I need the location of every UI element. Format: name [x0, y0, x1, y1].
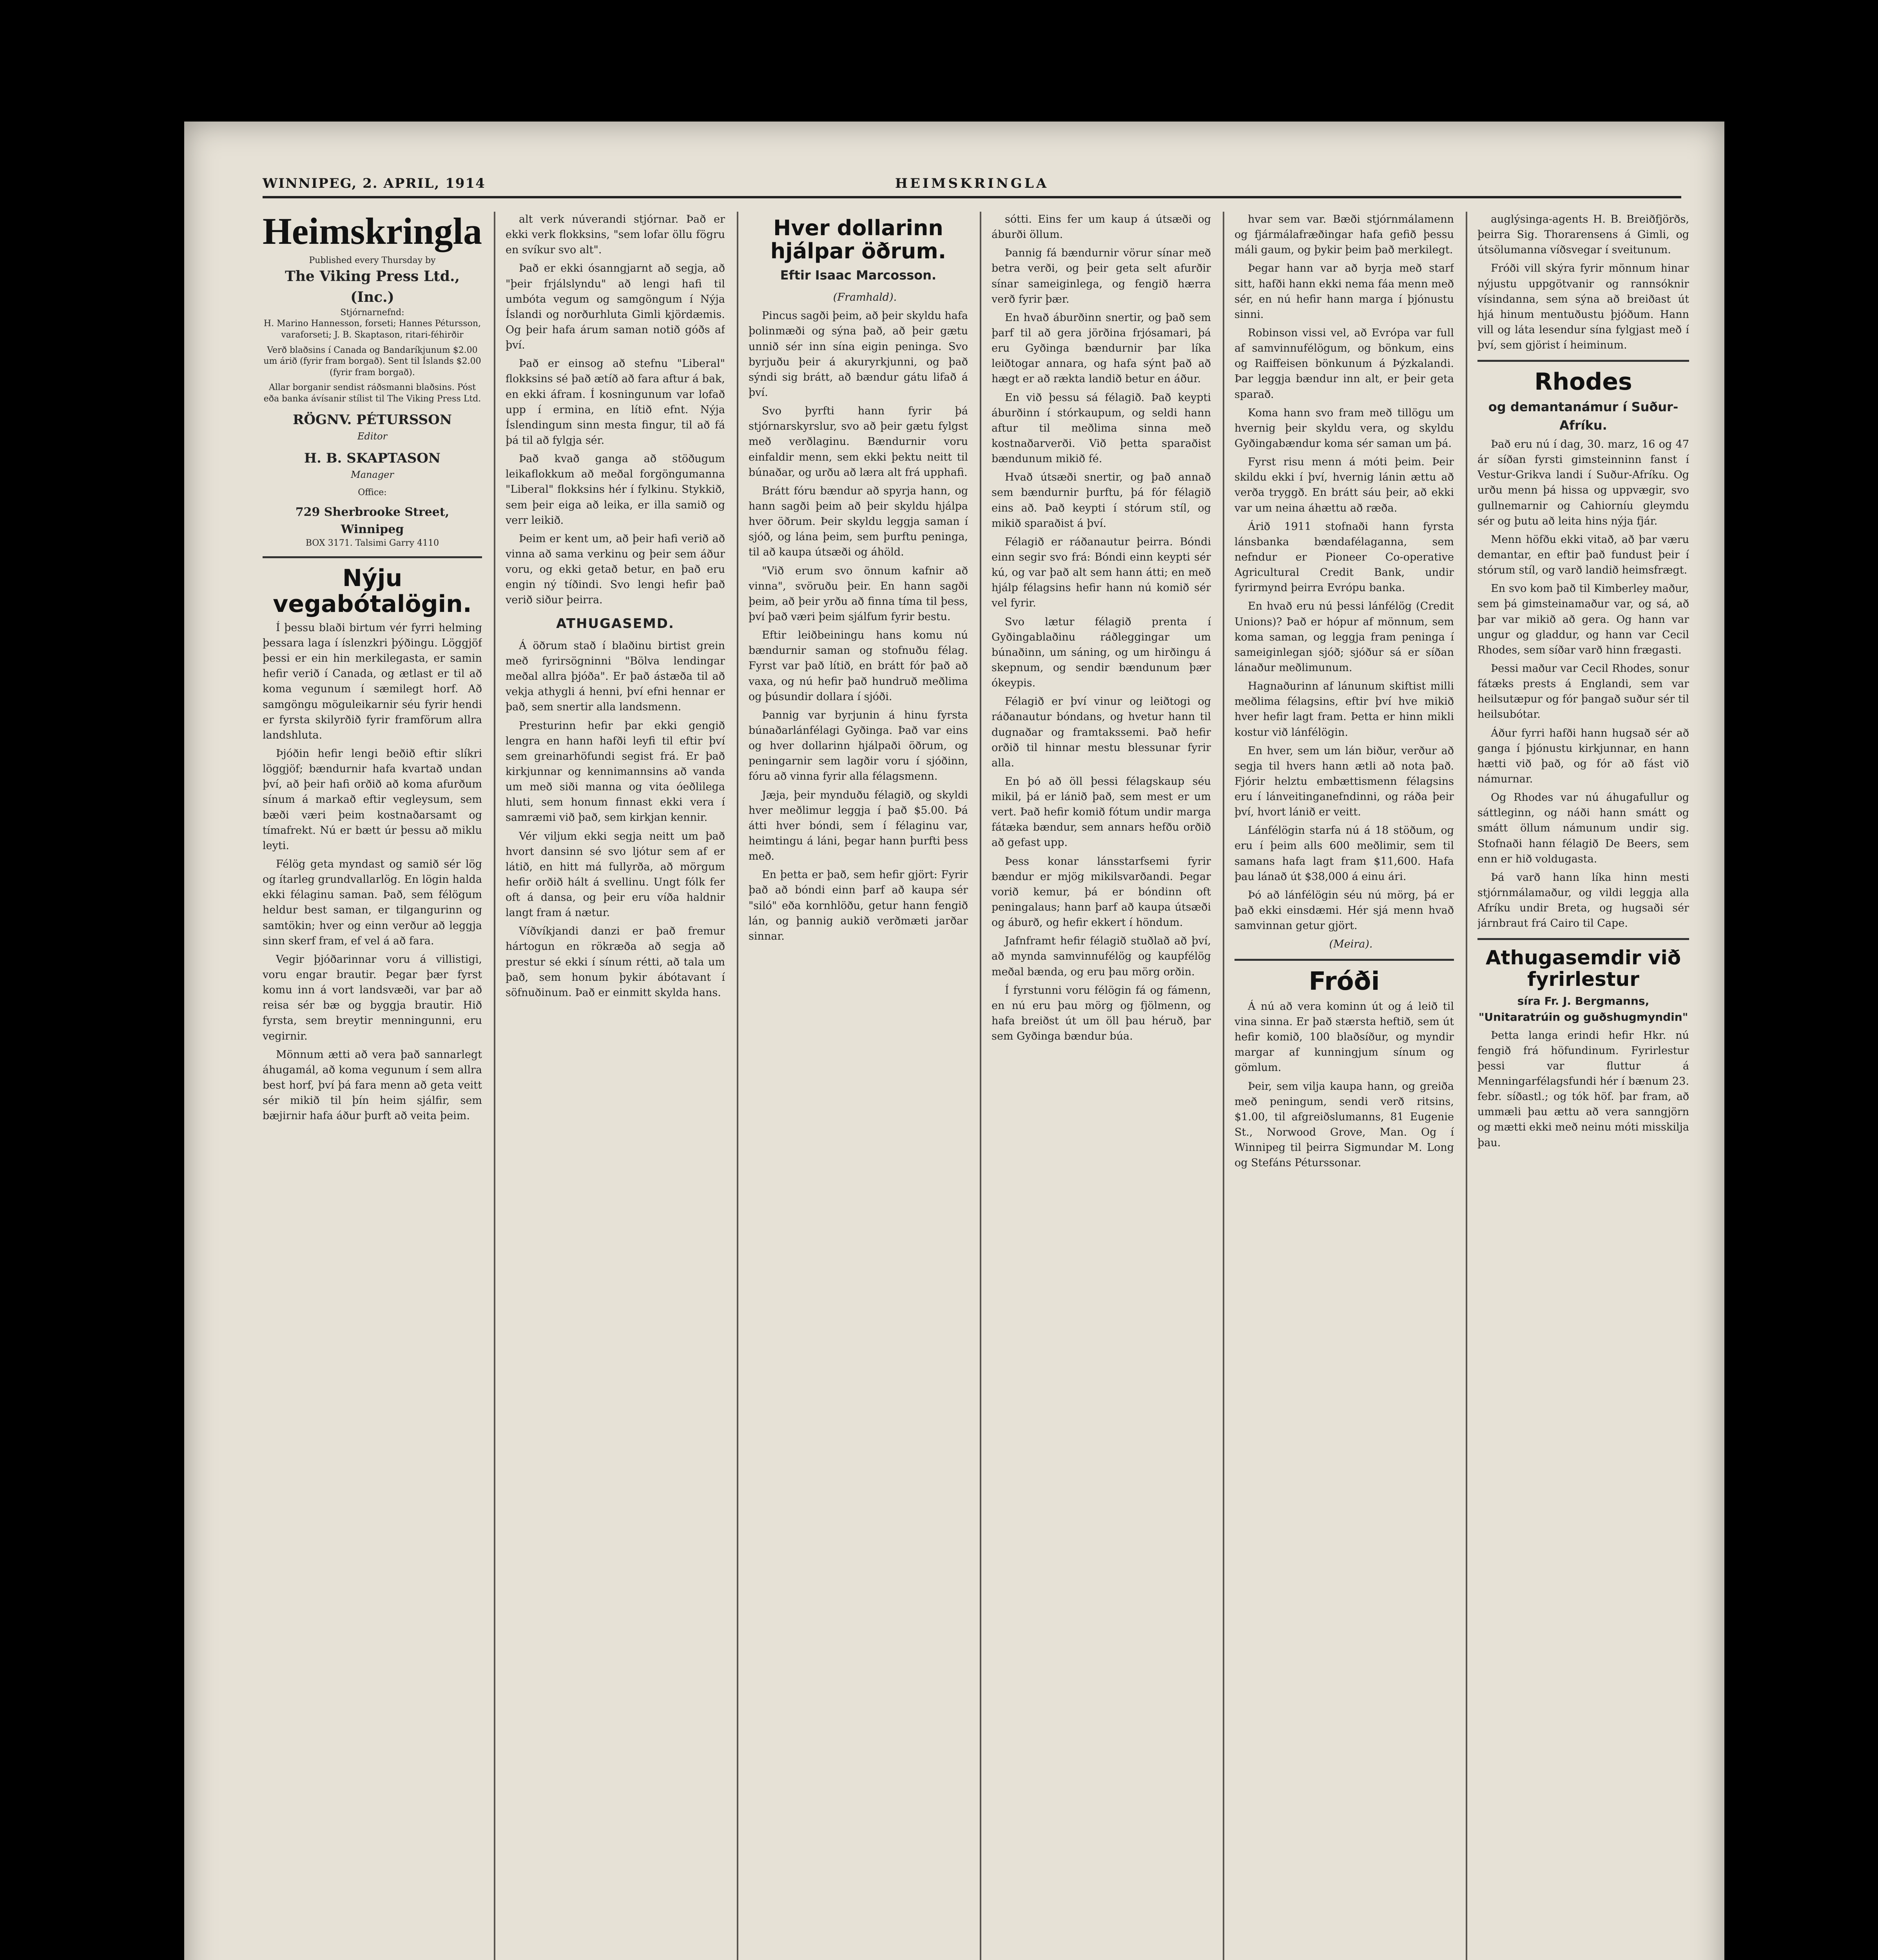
paragraph: Þessi maður var Cecil Rhodes, sonur fátæks prests á Englandi, sem var heilsutæpur og fór þangað suður sér til heilsubótar. [1477, 662, 1689, 721]
paragraph: Lánfélögin starfa nú á 18 stöðum, og eru í þeim alls 600 meðlimir, sem til samans hafa lagt fram $11,600. Hafa þau lánað út $38,000 á einu ári. [1234, 824, 1454, 883]
paragraph: Þeim er kent um, að þeir hafi verið að vinna að sama verkinu og þeir sem áður voru, og ekki getað betur, en það eru engin ný tíðindi. Svo lengi hefir það verið siður þeirra. [506, 532, 725, 606]
paragraph: Á nú að vera kominn út og á leið til vina sinna. Er það stærsta heftið, sem út hefir komið, 100 blaðsíður, og myndir margar af kunningjum sínum og gömlum. [1234, 1000, 1454, 1074]
office-address: 729 Sherbrooke Street, Winnipeg [295, 505, 450, 536]
masthead-notice: Allar borganir sendist ráðsmanni blaðsins. Póst eða banka ávísanir stílist til The Viking Press Ltd. [263, 383, 481, 404]
manager-name: H. B. SKAPTASON [304, 450, 440, 466]
paragraph: Og Rhodes var nú áhugafullur og sáttleginn, og náði hann smátt og smátt öllum námunum undir sig. Stofnaði hann félagið De Beers, sem enn er hið voldugasta. [1477, 791, 1689, 865]
paragraph: Þannig fá bændurnir vörur sínar með betra verði, og þeir geta selt afurðir sínar sameiginlega, og fengið hærra verð fyrir þær. [992, 247, 1211, 305]
paragraph: Þetta langa erindi hefir Hkr. nú fengið frá höfundinum. Fyrirlestur þessi var fluttur á Menningarfélagsfundi hér í bænum 23. febr. síðastl.; og tók höf. þar fram, að ummæli þau ættu að vera sanngjörn og mætti ekki með neinu móti misskilja þau. [1477, 1029, 1689, 1149]
paragraph: Þó að lánfélögin séu nú mörg, þá er það ekki einsdæmi. Hér sjá menn hvað samvinnan getur gjört. [1234, 889, 1454, 932]
paragraph: Svo þyrfti hann fyrir þá stjórnarskyrslur, svo að þeir gætu fylgst með verðlaginu. Bændurnir voru einfaldir menn, sem ekki þektu neitt til búnaðar, og urðu að læra alt frá upphafi. [749, 405, 968, 479]
paragraph: En hver, sem um lán biður, verður að segja til hvers hann ætli að nota það. Fjórir helztu embættismenn félagsins eru í lánveitinganefndinni, og ráða þeir því, hvort lánið er veitt. [1234, 744, 1454, 818]
manager-role: Manager [351, 469, 394, 480]
paragraph: Þjóðin hefir lengi beðið eftir slíkri löggjöf; bændurnir hafa kvartað undan því, að þeir hafi orðið að koma afurðum sínum á markað eftir vegleysum, sem bæði væri þeim kostnaðarsamt og tímafrekt. Nú er bætt úr þessu að miklu leyti. [263, 748, 482, 852]
paragraph: Þeir, sem vilja kaupa hann, og greiða með peningum, sendi verð ritsins, $1.00, til afgreiðslumanns, 81 Eugenie St., Norwood Grove, Man. Og í Winnipeg til þeirra Sigmundar M. Long og Stefáns Péturssonar. [1234, 1080, 1454, 1169]
paragraph: En við þessu sá félagið. Það keypti áburðinn í stórkaupum, og seldi hann aftur til meðlima sinna með kostnaðarverði. Við þetta sparaðist bændunum mikið fé. [992, 391, 1211, 465]
paragraph: Eftir leiðbeiningu hans komu nú bændurnir saman og stofnuðu félag. Fyrst var það lítið, en brátt fór það að vaxa, og nú hefir það hundruð meðlima og þúsundir dollara í sjóði. [749, 629, 968, 703]
article-headline-frodi: Fróði [1309, 967, 1380, 996]
masthead-staff: H. Marino Hannesson, forseti; Hannes Pétursson, varaforseti; J. B. Skaptason, ritari-féhirðir [263, 319, 481, 340]
paragraph: Pincus sagði þeim, að þeir skyldu hafa þolinmæði og sýna það, að þeir gætu unnið sér inn sína eigin peninga. Svo byrjuðu þeir á akuryrkjunni, og það sýndi sig brátt, að bændur gátu lifað á því. [749, 310, 968, 399]
office-label: Office: [358, 487, 387, 497]
paragraph: Þegar hann var að byrja með starf sitt, hafði hann ekki nema fáa menn með sér, en nú hefir hann marga í þjónustu sinni. [1234, 262, 1454, 321]
article-headline-rhodes: Rhodes [1534, 368, 1632, 396]
paragraph: Félög geta myndast og samið sér lög og ítarleg grundvallarlög. En lögin halda ekki félaginu saman. Það, sem félögum heldur best saman, er tilgangurinn og samtökin; hver og einn verður að leggja sinn skerf fram, ef vel á að fara. [263, 858, 482, 947]
paragraph: Fyrst risu menn á móti þeim. Þeir skildu ekki í því, hvernig lánin ættu að verða tryggð. En brátt sáu þeir, að ekki var um neina áhættu að ræða. [1234, 456, 1454, 514]
paragraph: Árið 1911 stofnaði hann fyrsta lánsbanka bændafélaganna, sem nefndur er Pioneer Co-operative Agricultural Credit Bank, undir fyrirmynd þeirra Evrópu banka. [1234, 520, 1454, 594]
column-5 [1234, 212, 1454, 1960]
paragraph: Það kvað ganga að stöðugum leikaflokkum að meðal forgöngumanna "Liberal" flokksins hér í fylkinu. Stykkið, sem þeir eiga að leika, er illa samið og verr leikið. [506, 453, 725, 526]
paragraph: Þannig var byrjunin á hinu fyrsta búnaðarlánfélagi Gyðinga. Það var eins og hver dollarinn hjálpaði öðrum, og peningarnir sem lagðir voru í sjóðinn, fóru að vinna fyrir alla félagsmenn. [749, 709, 968, 783]
paragraph: Koma hann svo fram með tillögu um hvernig þeir skyldu vera, og skyldu Gyðingabændur koma sér saman um þá. [1234, 407, 1454, 450]
column-1 [263, 212, 482, 1960]
paragraph: Það er einsog að stefnu "Liberal" flokksins sé það ætíð að fara aftur á bak, en ekki áfram. Í kosningunum var lofað upp í ermina, en lítið efnt. Nýja Íslendingum sinn mesta fingur, til að fá þá til að fylgja sér. [506, 358, 725, 446]
paper-running-title: HEIMSKRINGLA [895, 176, 1049, 191]
paragraph: sótti. Eins fer um kaup á útsæði og áburði öllum. [992, 213, 1211, 241]
paragraph: auglýsinga-agents H. B. Breiðfjörðs, þeirra Sig. Thorarensens á Gimli, og útsölumanna víðsvegar í sveitunum. [1477, 213, 1689, 256]
to-be-continued: (Meira). [1329, 938, 1373, 951]
paragraph: Hvað útsæði snertir, og það annað sem bændurnir þurftu, þá fór félagið eins að. Það keypti í stórum stíl, og mikið sparaðist á því. [992, 471, 1211, 530]
article-headline: Hver dollarinn hjálpar öðrum. [770, 216, 946, 264]
paragraph: Presturinn hefir þar ekki gengið lengra en hann hafði leyfi til eftir því sem greinarhöfundi segist frá. Er það kirkjunnar og kennimannsins að vanda um með siði manna og vita óeðlilega hluti, sem honum finnast ekki vera í samræmi við það, sem kirkjan kennir. [506, 719, 725, 824]
editor-role: Editor [357, 430, 388, 442]
paragraph: Mönnum ætti að vera það sannarlegt áhugamál, að koma vegunum í sem allra best horf, því þá fara menn að geta veitt sér mikið til þín heim sjálfir, sem bæjirnir hafa áður þurft að veita þeim. [263, 1048, 482, 1122]
column-2 [506, 212, 725, 1960]
paragraph: Vér viljum ekki segja neitt um það hvort dansinn sé svo ljótur sem af er látið, en hitt má fullyrða, að mörgum hefir orðið hált á svellinu. Ungt fólk fer oft á dansa, og þeir eru víða haldnir langt fram á nætur. [506, 830, 725, 919]
masthead-title: Heimskringla [263, 212, 482, 252]
paragraph: En svo kom það til Kimberley maður, sem þá gimsteinamaður var, og sá, að þar var mikið að gera. Og hann var ungur og gladdur, og hann var Cecil Rhodes, sem síðar varð hinn frægasti. [1477, 583, 1689, 656]
paragraph: En hvað áburðinn snertir, og það sem þarf til að gera jörðina frjósamari, þá eru Gyðinga bændurnir þar líka leiðtogar annara, og hafa sýnt það að hægt er að rækta landið betur en áður. [992, 311, 1211, 385]
paragraph: Jafnframt hefir félagið stuðlað að því, að mynda samvinnufélög og kaupfélög meðal bænda, og eru þau mörg orðin. [992, 935, 1211, 978]
office-phone: BOX 3171. Talsimi Garry 4110 [305, 538, 439, 548]
date-line: WINNIPEG, 2. APRIL, 1914 [263, 176, 486, 191]
editor-name: RÖGNV. PÉTURSSON [293, 412, 452, 428]
newspaper-page [184, 122, 1724, 1960]
paragraph: Brátt fóru bændur að spyrja hann, og hann sagði þeim að þeir skyldu hjálpa hver öðrum. Þeir skyldu leggja saman í sjóð, og lána þeim, sem þurftu peninga, til að kaupa útsæði og áhöld. [749, 485, 968, 559]
column-rule [1223, 212, 1224, 1960]
paragraph: Félagið er ráðanautur þeirra. Bóndi einn segir svo frá: Bóndi einn keypti sér kú, og var það alt sem hann átti; en með hjálp félagsins hefir hann nú komið sér vel fyrir. [992, 535, 1211, 610]
paragraph: Jæja, þeir mynduðu félagið, og skyldi hver meðlimur leggja í það $5.00. Þá átti hver bóndi, sem í félaginu var, heimtingu á láni, þegar hann þurfti þess með. [749, 789, 968, 863]
paragraph: Í þessu blaði birtum vér fyrri helming þessara laga í íslenzkri þýðingu. Löggjöf þessi er ein hin merkilegasta, er samin hefir verið í Canada, og ætlast er til að koma vegunum í sæmilegt horf. Að samgöngu möguleikarnir séu fyrir hendi er fyrsta skilyrðið fyrir framförum allra landshluta. [263, 621, 482, 741]
byline: Eftir Isaac Marcosson. [780, 267, 937, 283]
paragraph: Í fyrstunni voru félögin fá og fámenn, en nú eru þau mörg og fjölmenn, og hafa breiðst út um öll þau héruð, þar sem Gyðinga bændur búa. [992, 984, 1211, 1043]
paragraph: En þetta er það, sem hefir gjört: Fyrir það að bóndi einn þarf að kaupa sér "siló" eða kornhlöðu, getur hann fengið lán, og þannig aukið verðmæti jarðar sinnar. [749, 869, 968, 942]
continued-note: (Framhald). [833, 291, 897, 304]
paragraph: Vegir þjóðarinnar voru á villistigi, voru engar brautir. Þegar þær fyrst komu inn á vort landsvæði, var þar að reisa sér bæ og byggja brautir. Hið fyrsta, sem breytir menningunni, eru vegirnir. [263, 953, 482, 1042]
paragraph: Fróði vill skýra fyrir mönnum hinar nýjustu uppgötvanir og rannsóknir vísindanna, sem sýna að breiðast út hjá hinum mentuðustu þjóðum. Hann vill og láta lesendur sína fylgjast með í því, sem gjörist í heiminum. [1477, 262, 1689, 352]
column-rule [1466, 212, 1467, 1960]
paragraph: En hvað eru nú þessi lánfélög (Credit Unions)? Það er hópur af mönnum, sem koma saman, og leggja fram peninga í sameiginlegan sjóð; sjóður sá er síðan lánaður meðlimunum. [1234, 600, 1454, 674]
paragraph: Það er ekki ósanngjarnt að segja, að "þeir frjálslyndu" að lengi hafi til umbóta vegum og samgöngum í Nýja Íslandi og norðurhluta Gimli kjördæmis. Og þeir hafa árum saman notið góðs af því. [506, 262, 725, 352]
paragraph: Það eru nú í dag, 30. marz, 16 og 47 ár síðan fyrsti gimsteinninn fanst í Vestur-Grikva landi í Suður-Afríku. Og urðu menn þá hissa og uppvægir, svo gullnemarnir og Cahiorníu gleymdu sér og þutu að leita hins nýja fjár. [1477, 438, 1689, 527]
paragraph: "Við erum svo önnum kafnir að vinna", svöruðu þeir. En hann sagði þeim, að þeir yrðu að finna tíma til þess, því það væri þeim sjálfum fyrir bestu. [749, 564, 968, 623]
divider [1234, 959, 1454, 961]
paragraph: Svo lætur félagið prenta í Gyðingablaðinu ráðleggingar um búnaðinn, um sáning, og um hirðingu á skepnum, og sendir bændunum þær ókeypis. [992, 615, 1211, 690]
paragraph: Víðvíkjandi danzi er það fremur hártogun en rökræða að segja að prestur sé ekki í sínum rétti, að tala um það, sem honum þykir ábótavant í söfnuðinum. Það er einmitt skylda hans. [506, 925, 725, 999]
masthead-staff-label: Stjórnarnefnd: [340, 307, 404, 318]
paragraph: Þá varð hann líka hinn mesti stjórnmálamaður, og vildi leggja alla Afríku undir Breta, og hugsaði sér járnbraut frá Cairo til Cape. [1477, 871, 1689, 930]
divider [1477, 360, 1689, 362]
divider [263, 556, 482, 558]
section-heading-athugasemd: ATHUGASEMD. [556, 615, 674, 632]
column-3 [749, 212, 968, 1960]
paragraph: Hagnaðurinn af lánunum skiftist milli meðlima félagsins, eftir því hve mikið hver hefir lagt fram. Þetta er hinn mikli kostur við lánfélögin. [1234, 680, 1454, 739]
article-headline: Nýju vegabótalögin. [273, 564, 472, 618]
masthead [263, 212, 482, 549]
paragraph: Robinson vissi vel, að Evrópa var full af samvinnufélögum, og bönkum, eins og Raiffeisen bönkunum á Þýzkalandi. Þar leggja bændur inn alt, er þeir geta sparað. [1234, 327, 1454, 401]
paragraph: Menn höfðu ekki vitað, að þar væru demantar, en eftir það fundust þeir í stórum stíl, og varð landið heimsfrægt. [1477, 533, 1689, 577]
page-header [263, 172, 1681, 198]
paragraph: Félagið er því vinur og leiðtogi og ráðanautur bóndans, og hvetur hann til dugnaðar og framtakssemi. Það hefir orðið til hinnar mestu blessunar fyrir alla. [992, 695, 1211, 769]
column-rule [494, 212, 495, 1960]
column-rule [980, 212, 981, 1960]
paragraph: En þó að öll þessi félagskaup séu mikil, þá er lánið það, sem mest er um vert. Það hefir komið fótum undir marga fátæka bændur, sem annars hefðu orðið að gefast upp. [992, 775, 1211, 849]
article-headline-athugasemdir: Athugasemdir við fyrirlestur [1485, 946, 1681, 991]
column-rule [737, 212, 738, 1960]
column-4 [992, 212, 1211, 1960]
masthead-price: Verð blaðsins í Canada og Bandaríkjunum $2.00 um árið (fyrir fram borgað). Sent til Íslands $2.00 (fyrir fram borgað). [263, 345, 481, 377]
subheadline-rhodes: og demantanámur í Suður-Afríku. [1488, 399, 1679, 433]
paragraph: Þess konar lánsstarfsemi fyrir bændur er mjög mikilsvarðandi. Þegar vorið kemur, þá er bóndinn oft peningalaus; hann þarf að kaupa útsæði og áburð, og hefir ekkert í höndum. [992, 855, 1211, 929]
paragraph: Áður fyrri hafði hann hugsað sér að ganga í þjónustu kirkjunnar, en hann hætti við það, og fór að fást við námurnar. [1477, 727, 1689, 785]
subheadline-athugasemdir: síra Fr. J. Bergmanns, "Unitaratrúin og guðshugmyndin" [1478, 995, 1688, 1024]
masthead-published: Published every Thursday by [309, 255, 436, 265]
masthead-publisher: The Viking Press Ltd., (Inc.) [285, 268, 460, 305]
paragraph: alt verk núverandi stjórnar. Það er ekki verk flokksins, "sem lofar öllu fögru en svíkur svo alt". [506, 213, 725, 256]
divider [1477, 938, 1689, 940]
paragraph: Á öðrum stað í blaðinu birtist grein með fyrirsögninni "Bölva lendingar meðal allra þjóða". Er það ástæða til að vekja athygli á henni, því efni hennar er það, sem snertir alla landsmenn. [506, 639, 725, 713]
paragraph: hvar sem var. Bæði stjórnmálamenn og fjármálafræðingar hafa gefið þessu máli gaum, og þykir þeim það merkilegt. [1234, 213, 1454, 256]
column-6 [1477, 212, 1689, 1960]
